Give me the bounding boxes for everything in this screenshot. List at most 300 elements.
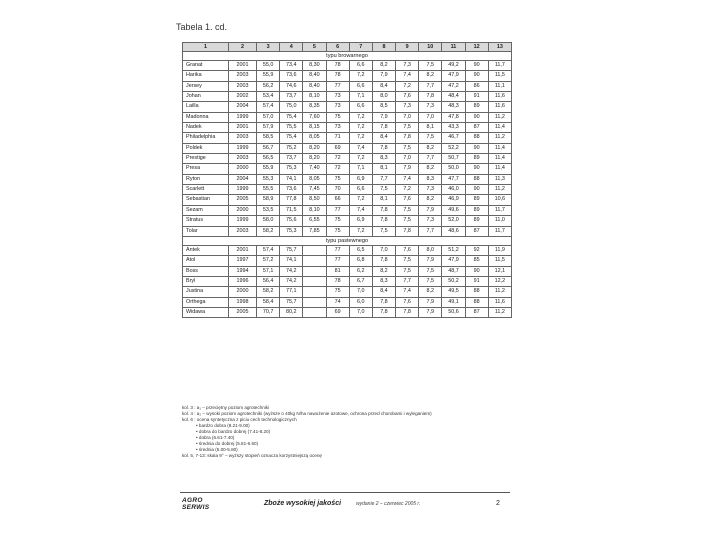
table-cell: 11,1 — [488, 81, 511, 91]
table-cell: 7,0 — [372, 245, 395, 255]
table-cell: 7,6 — [396, 297, 419, 307]
table-cell: 89 — [465, 216, 488, 226]
col-header: 4 — [280, 43, 303, 52]
table-cell: 58,2 — [257, 287, 280, 297]
table-cell: 91 — [465, 276, 488, 286]
table-cell: 72 — [326, 164, 349, 174]
table-cell: 6,6 — [349, 61, 372, 71]
table-cell: 7,40 — [303, 164, 326, 174]
table-row — [183, 276, 512, 286]
table-cell: 7,3 — [396, 102, 419, 112]
table-row — [183, 307, 512, 317]
table-cell: 75,5 — [280, 123, 303, 133]
table-cell: 69 — [326, 143, 349, 153]
table-cell: 2005 — [229, 195, 257, 205]
table-cell: 11,4 — [488, 154, 511, 164]
table-cell: 57,9 — [257, 123, 280, 133]
variety-name-cell: Johan — [183, 92, 229, 102]
table-cell: 75,2 — [280, 143, 303, 153]
table-cell: 8,3 — [419, 174, 442, 184]
table-notes — [182, 405, 512, 459]
table-cell: 75 — [326, 174, 349, 184]
table-cell: 7,8 — [372, 143, 395, 153]
table-cell: 7,8 — [372, 297, 395, 307]
table-cell: 7,1 — [349, 92, 372, 102]
table-row — [183, 102, 512, 112]
table-cell: 7,7 — [419, 81, 442, 91]
table-cell: 1994 — [229, 266, 257, 276]
page-number: 2 — [496, 500, 500, 507]
table-cell: 2003 — [229, 71, 257, 81]
table-cell: 7,3 — [419, 102, 442, 112]
col-header: 7 — [349, 43, 372, 52]
bullet-icon: • — [196, 423, 199, 428]
table-cell: 78 — [326, 61, 349, 71]
table-cell: 8,2 — [419, 287, 442, 297]
table-cell: 11,9 — [488, 245, 511, 255]
table-cell: 12,2 — [488, 276, 511, 286]
table-cell: 8,2 — [372, 61, 395, 71]
table-cell: 7,5 — [396, 216, 419, 226]
table-cell: 8,05 — [303, 133, 326, 143]
table-cell: 73,7 — [280, 154, 303, 164]
variety-table — [182, 42, 512, 318]
agro-serwis-logo — [182, 497, 209, 511]
table-row — [183, 112, 512, 122]
table-cell: 58,0 — [257, 216, 280, 226]
table-cell: 73,4 — [280, 61, 303, 71]
table-cell: 77 — [326, 81, 349, 91]
table-cell: 11,5 — [488, 256, 511, 266]
table-cell: 7,2 — [349, 133, 372, 143]
table-cell: 6,6 — [349, 81, 372, 91]
table-cell: 88 — [465, 287, 488, 297]
note-text: kol. 4 : a₂ – wysoki poziom agrotechniki (wyższe o 40kg N/ha nawożenie azotowe, ochrona przed chorobami i wyleganiem) — [182, 411, 432, 416]
col-header: 1 — [183, 43, 229, 52]
table-cell: 8,0 — [372, 92, 395, 102]
table-cell: 55,3 — [257, 174, 280, 184]
table-cell: 87 — [465, 226, 488, 236]
table-cell: 8,2 — [372, 266, 395, 276]
footer-title: Zboże wysokiej jakości — [264, 500, 342, 507]
table-cell: 73,6 — [280, 185, 303, 195]
bullet-icon: • — [196, 447, 199, 452]
table-cell: 7,0 — [396, 112, 419, 122]
table-cell: 77,8 — [280, 195, 303, 205]
table-cell: 6,5 — [349, 245, 372, 255]
table-cell: 91 — [465, 92, 488, 102]
table-cell: 8,3 — [372, 154, 395, 164]
table-cell: 7,8 — [372, 216, 395, 226]
table-cell: 78 — [326, 276, 349, 286]
col-header: 11 — [442, 43, 465, 52]
table-cell: 86 — [465, 81, 488, 91]
table-cell: 77 — [326, 205, 349, 215]
table-cell: 8,40 — [303, 71, 326, 81]
table-cell: 47,9 — [442, 256, 465, 266]
table-cell: 53,5 — [257, 205, 280, 215]
table-cell: 90 — [465, 266, 488, 276]
variety-name-cell: Madonna — [183, 112, 229, 122]
variety-name-cell: Sezam — [183, 205, 229, 215]
variety-name-cell: Presa — [183, 164, 229, 174]
table-row — [183, 133, 512, 143]
table-cell — [303, 245, 326, 255]
col-header: 2 — [229, 43, 257, 52]
col-header: 10 — [419, 43, 442, 52]
table-cell: 50,6 — [442, 307, 465, 317]
table-cell: 8,3 — [372, 276, 395, 286]
table-cell: 74,2 — [280, 276, 303, 286]
table-cell: 7,4 — [396, 287, 419, 297]
table-cell: 11,4 — [488, 143, 511, 153]
variety-name-cell: Boss — [183, 266, 229, 276]
table-cell: 8,2 — [419, 71, 442, 81]
table-cell: 6,9 — [349, 174, 372, 184]
logo-line: AGRO — [182, 497, 203, 504]
bullet-icon: • — [196, 429, 199, 434]
table-cell: 7,5 — [419, 61, 442, 71]
table-cell: 57,1 — [257, 266, 280, 276]
table-cell: 2002 — [229, 92, 257, 102]
table-cell: 50,7 — [442, 154, 465, 164]
table-cell: 51,2 — [442, 245, 465, 255]
table-cell: 57,4 — [257, 245, 280, 255]
table-cell: 66 — [326, 195, 349, 205]
table-cell: 8,20 — [303, 143, 326, 153]
table-cell: 8,2 — [419, 195, 442, 205]
table-cell: 2001 — [229, 61, 257, 71]
table-cell: 89 — [465, 195, 488, 205]
table-cell: 89 — [465, 205, 488, 215]
table-row — [183, 154, 512, 164]
table-cell: 2004 — [229, 174, 257, 184]
variety-name-cell: Scarlett — [183, 185, 229, 195]
table-cell: 7,5 — [419, 133, 442, 143]
table-cell: 7,7 — [419, 154, 442, 164]
table-cell: 71 — [326, 133, 349, 143]
variety-name-cell: Tolar — [183, 226, 229, 236]
table-cell: 88 — [465, 297, 488, 307]
table-cell: 48,3 — [442, 102, 465, 112]
table-cell: 7,45 — [303, 185, 326, 195]
table-cell: 7,4 — [396, 174, 419, 184]
table-cell: 55,9 — [257, 71, 280, 81]
table-cell: 90 — [465, 112, 488, 122]
table-cell: 74 — [326, 297, 349, 307]
table-cell: 7,3 — [419, 185, 442, 195]
table-cell: 57,0 — [257, 112, 280, 122]
table-cell: 7,2 — [349, 154, 372, 164]
table-cell: 72 — [326, 154, 349, 164]
table-row — [183, 266, 512, 276]
table-cell: 43,3 — [442, 123, 465, 133]
table-row — [183, 143, 512, 153]
col-header: 8 — [372, 43, 395, 52]
table-cell: 10,6 — [488, 195, 511, 205]
table-cell: 87 — [465, 307, 488, 317]
note-text: dobra (6.61-7.40) — [198, 435, 235, 440]
table-cell: 57,2 — [257, 256, 280, 266]
section-header-row — [183, 236, 512, 245]
table-cell: 55,5 — [257, 185, 280, 195]
table-cell: 8,0 — [419, 245, 442, 255]
table-cell: 11,6 — [488, 92, 511, 102]
table-row — [183, 92, 512, 102]
table-cell: 7,9 — [372, 112, 395, 122]
table-cell — [303, 276, 326, 286]
table-cell: 7,5 — [396, 123, 419, 133]
table-row — [183, 216, 512, 226]
table-cell: 81 — [326, 266, 349, 276]
table-cell: 8,10 — [303, 205, 326, 215]
table-cell: 73,6 — [280, 71, 303, 81]
note-text: kol. 6 : ocena syntetyczna z piciu cech technologicznych — [182, 417, 297, 422]
table-cell: 85 — [465, 256, 488, 266]
table-cell: 8,1 — [419, 123, 442, 133]
table-cell: 90 — [465, 71, 488, 81]
table-cell: 7,4 — [349, 143, 372, 153]
table-cell: 11,7 — [488, 226, 511, 236]
table-row — [183, 226, 512, 236]
table-cell: 75 — [326, 216, 349, 226]
variety-name-cell: Justina — [183, 287, 229, 297]
table-cell: 77 — [326, 245, 349, 255]
table-cell: 11,7 — [488, 61, 511, 71]
variety-name-cell: Poldek — [183, 143, 229, 153]
table-cell: 7,4 — [349, 205, 372, 215]
table-cell: 12,1 — [488, 266, 511, 276]
table-cell: 7,5 — [396, 143, 419, 153]
table-cell: 7,2 — [396, 185, 419, 195]
col-header: 12 — [465, 43, 488, 52]
table-cell: 8,4 — [372, 287, 395, 297]
table-cell: 74,1 — [280, 256, 303, 266]
table-cell: 2000 — [229, 164, 257, 174]
table-cell: 46,9 — [442, 195, 465, 205]
table-cell: 7,3 — [396, 61, 419, 71]
table-cell: 74,1 — [280, 174, 303, 184]
table-cell: 75 — [326, 287, 349, 297]
variety-name-cell: Widawa — [183, 307, 229, 317]
table-cell: 8,15 — [303, 123, 326, 133]
table-cell: 88 — [465, 133, 488, 143]
table-cell: 70,7 — [257, 307, 280, 317]
col-header: 9 — [396, 43, 419, 52]
table-cell: 48,6 — [442, 226, 465, 236]
section-label: typu pastewnego — [183, 236, 512, 245]
table-cell: 71,5 — [280, 205, 303, 215]
table-row — [183, 287, 512, 297]
table-cell: 1997 — [229, 256, 257, 266]
table-cell: 11,2 — [488, 287, 511, 297]
table-cell: 74,6 — [280, 81, 303, 91]
table-cell: 75,4 — [280, 133, 303, 143]
footer-edition: wydanie 2 – czerwiec 2005 r. — [356, 501, 421, 507]
table-cell: 8,2 — [419, 164, 442, 174]
table-cell: 7,6 — [396, 92, 419, 102]
table-cell: 1999 — [229, 216, 257, 226]
table-cell: 8,4 — [372, 133, 395, 143]
col-header: 6 — [326, 43, 349, 52]
table-cell: 11,0 — [488, 216, 511, 226]
table-row — [183, 81, 512, 91]
table-cell: 8,35 — [303, 102, 326, 112]
table-cell: 7,85 — [303, 226, 326, 236]
table-cell: 7,5 — [372, 185, 395, 195]
table-cell: 7,8 — [372, 123, 395, 133]
table-cell: 90 — [465, 143, 488, 153]
table-cell: 7,8 — [372, 256, 395, 266]
table-cell: 58,2 — [257, 226, 280, 236]
bullet-icon: • — [196, 441, 199, 446]
table-row — [183, 123, 512, 133]
table-cell: 89 — [465, 102, 488, 112]
table-cell: 87 — [465, 123, 488, 133]
table-cell: 46,0 — [442, 185, 465, 195]
table-cell: 46,7 — [442, 133, 465, 143]
table-cell: 75,0 — [280, 102, 303, 112]
table-cell: 53,4 — [257, 92, 280, 102]
table-cell: 2000 — [229, 287, 257, 297]
table-cell: 7,5 — [396, 266, 419, 276]
variety-name-cell: Stratus — [183, 216, 229, 226]
table-cell: 7,9 — [396, 164, 419, 174]
table-cell: 2003 — [229, 133, 257, 143]
document-page — [176, 22, 512, 520]
table-cell: 7,4 — [396, 71, 419, 81]
table-cell: 56,4 — [257, 276, 280, 286]
table-cell: 75,6 — [280, 216, 303, 226]
bullet-icon: • — [196, 435, 199, 440]
table-cell: 7,2 — [349, 226, 372, 236]
table-cell: 48,4 — [442, 92, 465, 102]
variety-name-cell: Granat — [183, 61, 229, 71]
table-cell: 8,10 — [303, 92, 326, 102]
table-row — [183, 297, 512, 307]
table-cell: 7,2 — [349, 71, 372, 81]
table-cell: 75,3 — [280, 164, 303, 174]
table-cell: 2003 — [229, 154, 257, 164]
table-cell: 7,5 — [396, 256, 419, 266]
table-cell: 7,0 — [396, 154, 419, 164]
table-cell: 8,1 — [372, 195, 395, 205]
table-cell: 73 — [326, 102, 349, 112]
footer-divider — [180, 492, 510, 493]
table-cell: 6,2 — [349, 266, 372, 276]
table-cell: 2001 — [229, 123, 257, 133]
variety-name-cell: Prestige — [183, 154, 229, 164]
table-row — [183, 245, 512, 255]
table-cell: 11,7 — [488, 205, 511, 215]
table-cell: 7,5 — [372, 226, 395, 236]
table-cell: 1999 — [229, 185, 257, 195]
table-cell: 7,9 — [372, 71, 395, 81]
table-cell: 49,1 — [442, 297, 465, 307]
table-body — [183, 52, 512, 318]
table-cell: 11,5 — [488, 71, 511, 81]
table-cell: 7,6 — [396, 245, 419, 255]
table-cell: 8,4 — [372, 81, 395, 91]
table-cell: 75,7 — [280, 297, 303, 307]
note-text: dobra do bardzo dobrej (7.41-8.20) — [198, 429, 271, 434]
table-cell: 2005 — [229, 307, 257, 317]
variety-name-cell: Antek — [183, 245, 229, 255]
col-header: 5 — [303, 43, 326, 52]
variety-name-cell: Ryton — [183, 174, 229, 184]
table-cell: 7,8 — [396, 133, 419, 143]
table-cell: 7,0 — [349, 307, 372, 317]
col-header: 3 — [257, 43, 280, 52]
table-cell: 57,4 — [257, 102, 280, 112]
table-cell: 7,8 — [396, 226, 419, 236]
table-cell: 50,2 — [442, 276, 465, 286]
variety-name-cell: Bryl — [183, 276, 229, 286]
table-cell: 7,5 — [419, 266, 442, 276]
variety-name-cell: Lailla — [183, 102, 229, 112]
table-cell: 2000 — [229, 205, 257, 215]
table-cell: 6,7 — [349, 276, 372, 286]
table-cell: 58,4 — [257, 297, 280, 307]
table-cell: 7,9 — [419, 297, 442, 307]
table-cell: 73,7 — [280, 92, 303, 102]
table-cell: 55,9 — [257, 164, 280, 174]
table-cell: 11,4 — [488, 164, 511, 174]
variety-name-cell: Nadek — [183, 123, 229, 133]
table-cell: 7,8 — [396, 307, 419, 317]
table-cell: 11,2 — [488, 133, 511, 143]
table-cell: 2001 — [229, 245, 257, 255]
table-cell: 6,8 — [349, 256, 372, 266]
table-cell: 90 — [465, 164, 488, 174]
table-cell: 7,2 — [349, 195, 372, 205]
table-cell: 8,05 — [303, 174, 326, 184]
note-text: kol. 5, 7-13: skala 9° – wyższy stopień oznacza korzystniejszą ocenę — [182, 453, 322, 458]
table-row — [183, 195, 512, 205]
table-cell — [303, 256, 326, 266]
table-cell: 74,2 — [280, 266, 303, 276]
table-cell: 11,3 — [488, 174, 511, 184]
table-cell: 75 — [326, 112, 349, 122]
table-cell: 47,7 — [442, 174, 465, 184]
table-cell: 8,30 — [303, 61, 326, 71]
table-cell: 73 — [326, 92, 349, 102]
note-text: średnia (5.00-5.80) — [198, 447, 238, 452]
table-cell: 11,2 — [488, 112, 511, 122]
table-cell: 88 — [465, 174, 488, 184]
table-cell: 78 — [326, 71, 349, 81]
table-cell: 58,9 — [257, 195, 280, 205]
col-header: 13 — [488, 43, 511, 52]
table-cell: 6,6 — [349, 102, 372, 112]
table-cell: 52,2 — [442, 143, 465, 153]
note-text: średnia do dobrej (5.81-6.60) — [198, 441, 259, 446]
table-cell: 75,7 — [280, 245, 303, 255]
table-cell: 49,2 — [442, 61, 465, 71]
table-cell: 11,6 — [488, 102, 511, 112]
table-caption: Tabela 1. cd. — [176, 22, 228, 32]
section-label: typu browarnego — [183, 52, 512, 61]
variety-name-cell: Sebastian — [183, 195, 229, 205]
table-cell: 11,2 — [488, 185, 511, 195]
table-cell: 47,8 — [442, 112, 465, 122]
table-cell: 47,9 — [442, 71, 465, 81]
table-cell: 8,20 — [303, 154, 326, 164]
table-cell: 7,7 — [396, 276, 419, 286]
table-row — [183, 164, 512, 174]
table-row — [183, 185, 512, 195]
table-row — [183, 71, 512, 81]
